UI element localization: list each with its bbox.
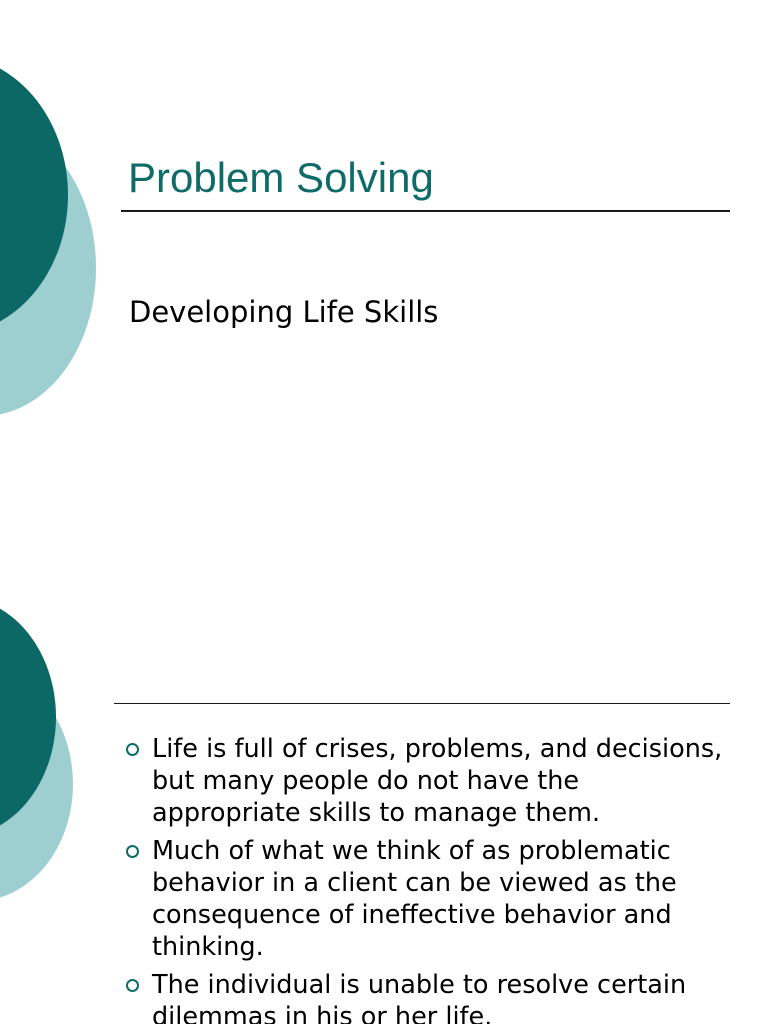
hollow-circle-bullet-icon bbox=[126, 845, 139, 858]
bullet-text: Much of what we think of as problematic behavior in a client can be viewed as the consequence of ineffective behavior and thinking. bbox=[152, 836, 677, 962]
hollow-circle-bullet-icon bbox=[126, 979, 139, 992]
slide-divider bbox=[114, 703, 730, 704]
content-slide bbox=[0, 575, 768, 1024]
bullet-item bbox=[124, 733, 734, 829]
bullet-text: Life is full of crises, problems, and decisions, but many people do not have the appropriate skills to manage them. bbox=[152, 734, 723, 828]
bullet-item bbox=[124, 969, 734, 1024]
slide-subtitle: Developing Life Skills bbox=[129, 295, 439, 329]
slide-title: Problem Solving bbox=[128, 154, 434, 201]
hollow-circle-bullet-icon bbox=[126, 743, 139, 756]
bullet-text: The individual is unable to resolve certain dilemmas in his or her life. bbox=[152, 970, 687, 1024]
bullet-item bbox=[124, 835, 734, 963]
bullet-list bbox=[124, 733, 734, 1024]
title-divider bbox=[121, 210, 730, 212]
